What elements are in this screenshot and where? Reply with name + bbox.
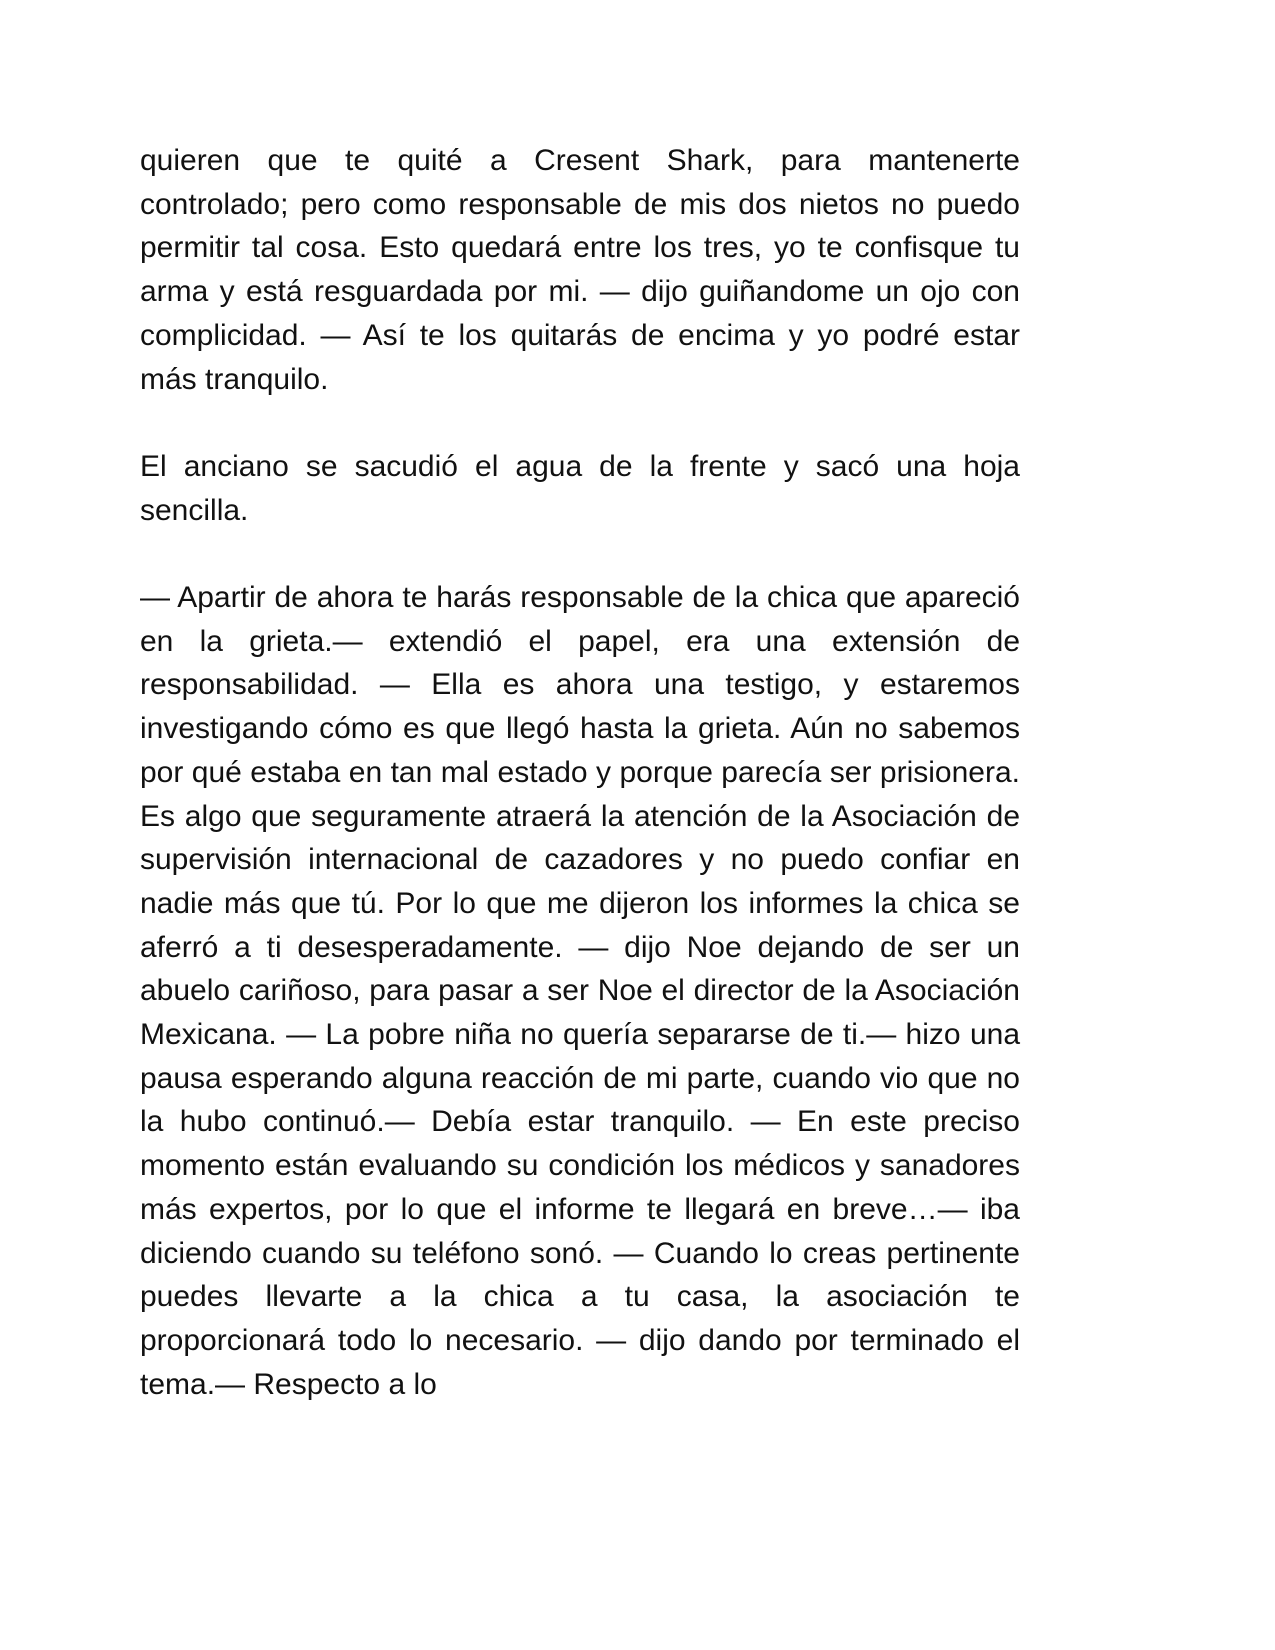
paragraph-3: — Apartir de ahora te harás responsable de la chica que apareció en la grieta.— extendió el papel, era una extensión de responsabilidad. — Ella es ahora una testigo, y estaremos investigando cómo es que llegó hasta la grieta. Aún no sabemos por qué estaba en tan mal estado y porque parecía ser prisionera. Es algo que seguramente atraerá la atención de la Asociación de supervisión internacional de cazadores y no puedo confiar en nadie más que tú. Por lo que me dijeron los informes la chica se aferró a ti desesperadamente. — dijo Noe dejando de ser un abuelo cariñoso, para pasar a ser Noe el director de la Asociación Mexicana. — La pobre niña no quería separarse de ti.— hizo una pausa esperando alguna reacción de mi parte, cuando vio que no la hubo continuó.— Debía estar tranquilo. — En este preciso momento están evaluando su condición los médicos y sanadores más expertos, por lo que el informe te llegará en breve…— iba diciendo cuando su teléfono sonó. — Cuando lo creas pertinente puedes llevarte a la chica a tu casa, la asociación te proporcionará todo lo necesario. — dijo dando por terminado el tema.— Respecto a lo <box>140 581 1020 1401</box>
paragraph-1: quieren que te quité a Cresent Shark, para mantenerte controlado; pero como responsable de mis dos nietos no puedo permitir tal cosa. Esto quedará entre los tres, yo te confisque tu arma y está resguardada por mi. — dijo guiñandome un ojo con complicidad. — Así te los quitarás de encima y yo podré estar más tranquilo. <box>140 144 1020 396</box>
paragraph-2: El anciano se sacudió el agua de la frente y sacó una hoja sencilla. <box>140 449 1020 527</box>
body-text <box>140 139 1020 1406</box>
